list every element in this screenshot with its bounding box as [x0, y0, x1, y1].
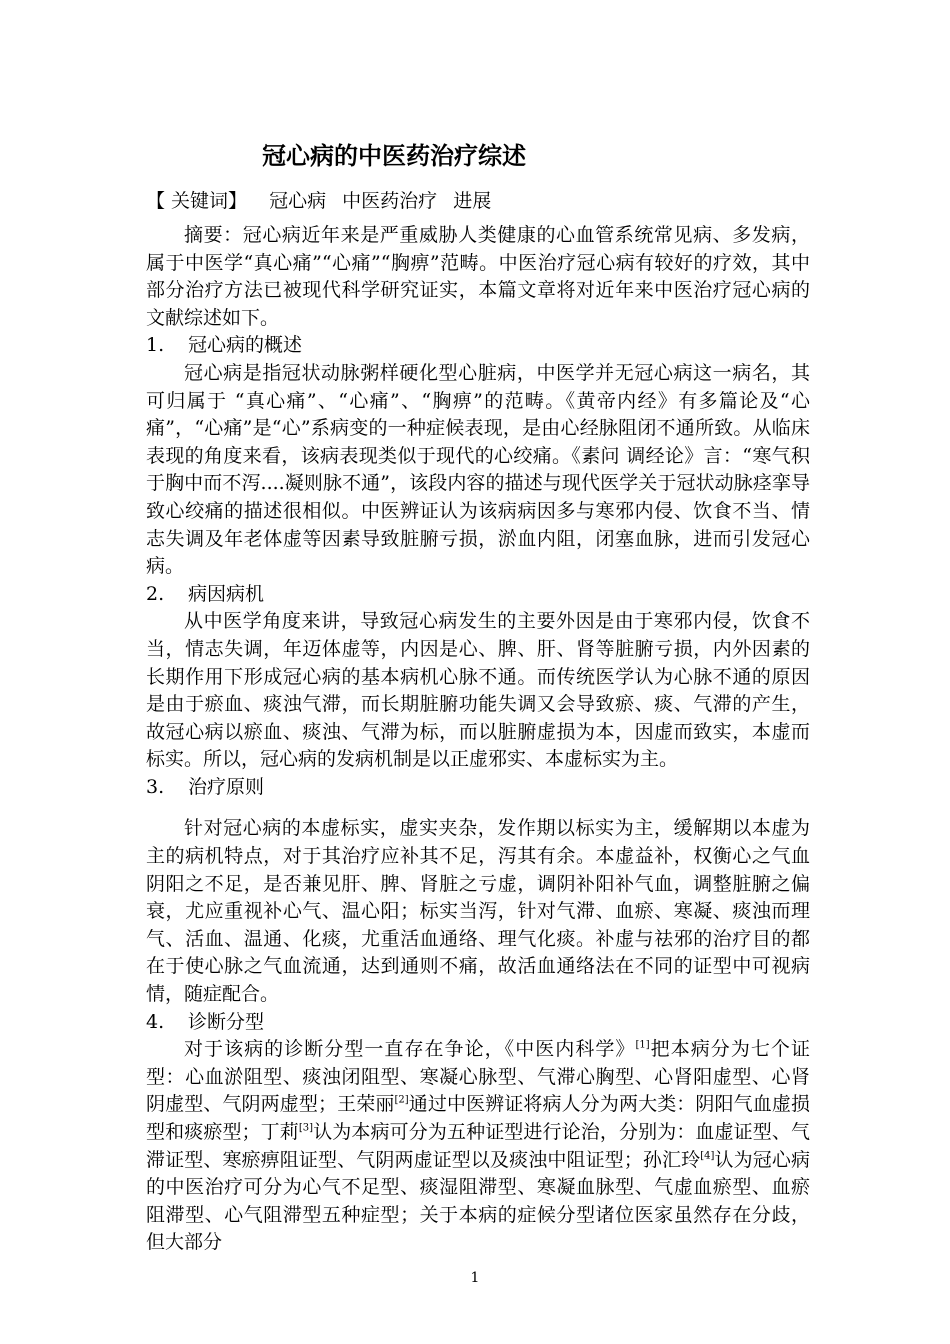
section-title: 病因病机	[188, 582, 265, 605]
section-paragraph: 针对冠心病的本虚标实，虚实夹杂，发作期以标实为主，缓解期以本虚为主的病机特点，对于其治疗应补其不足，泻其有余。本虚益补，权衡心之气血阴阳之不足，是否兼见肝、脾、肾脏之亏虚，调阴补阳补气血，调整脏腑之偏衰，尤应重视补心气、温心阳；标实当泻，针对气滞、血瘀、寒凝、痰浊而理气、活血、温通、化痰，尤重活血通络、理气化痰。补虚与祛邪的治疗目的都在于使心脉之气血流通，达到通则不痛，故活血通络法在不同的证型中可视病情，随症配合。	[146, 817, 810, 1006]
text-run: 把本病分为七个证型：心血淤阻型、痰浊闭阻型、寒凝心脉型、气滞心胸型、心肾阳虚型、心肾阴虚型、气阴两虚型；王荣丽	[146, 1038, 810, 1116]
section-paragraph: 冠心病是指冠状动脉粥样硬化型心脏病，中医学并无冠心病这一病名，其可归属于 “真心痛”、“心痛”、“胸痹”的范畴。《黄帝内经》有多篇论及“心痛”，“心痛”是“心”系病变的一种症候表现，是由心经脉阻闭不通所致。从临床表现的角度来看，该病表现类似于现代的心绞痛。《素问 调经论》言：“寒气积于胸中而不泻....凝则脉不通”，该段内容的描述与现代医学关于冠状动脉痉挛导致心绞痛的描述很相似。中医辨证认为该病病因多与寒邪内侵、饮食不当、情志失调及年老体虚等因素导致脏腑亏损，淤血内阻，闭塞血脉，进而引发冠心病。	[146, 361, 810, 578]
section-number: 4.	[146, 1010, 165, 1033]
keywords-label: 【 关键词】	[146, 190, 248, 212]
keywords-line	[146, 186, 501, 213]
section-title: 诊断分型	[188, 1010, 265, 1033]
citation-marker: [4]	[700, 1150, 715, 1162]
section-paragraph	[146, 1036, 810, 1257]
abstract-paragraph: 摘要：冠心病近年来是严重威胁人类健康的心血管系统常见病、多发病，属于中医学“真心痛”“心痛”“胸痹”范畴。中医治疗冠心病有较好的疗效，其中部分治疗方法已被现代科学研究证实，本篇文章将对近年来中医治疗冠心病的文献综述如下。	[146, 224, 810, 329]
section-title: 冠心病的概述	[188, 334, 303, 357]
section-paragraph: 从中医学角度来讲，导致冠心病发生的主要外因是由于寒邪内侵，饮食不当，情志失调，年迈体虚等，内因是心、脾、肝、肾等脏腑亏损，内外因素的长期作用下形成冠心病的基本病机心脉不通。而传统医学认为心脉不通的原因是由于瘀血、痰浊气滞，而长期脏腑功能失调又会导致瘀、痰、气滞的产生，故冠心病以瘀血、痰浊、气滞为标，而以脏腑虚损为本，因虚而致实，本虚而标实。所以，冠心病的发病机制是以正虚邪实、本虚标实为主。	[146, 610, 810, 771]
section-number: 2.	[146, 582, 165, 605]
document-title: 冠心病的中医药治疗综述	[262, 142, 526, 170]
document-body	[146, 222, 810, 1257]
section-number: 3.	[146, 775, 165, 798]
text-run: 认为本病可分为五种证型进行论治，分别为：血虚证型、气滞证型、寒瘀痹阻证型、气阴两虚证型以及痰浊中阻证型；孙汇玲	[146, 1121, 810, 1171]
section-heading	[146, 332, 810, 360]
section-number: 1.	[146, 334, 165, 357]
section-heading	[146, 581, 810, 609]
paragraph-spacer	[146, 801, 810, 815]
text-run: 对于该病的诊断分型一直存在争论，《中医内科学》	[184, 1038, 636, 1061]
citation-marker: [2]	[394, 1095, 409, 1107]
section-title: 治疗原则	[188, 775, 265, 798]
text-run: 通过中医辨证将病人分为两大类：阴阳气血虚损型和痰瘀型；丁莉	[146, 1093, 810, 1143]
citation-marker: [1]	[635, 1039, 650, 1051]
keyword: 进展	[453, 190, 492, 212]
citation-marker: [3]	[298, 1122, 314, 1134]
page-number: 1	[470, 1270, 480, 1286]
section-heading	[146, 1009, 810, 1037]
keyword: 冠心病	[269, 190, 327, 212]
keyword: 中医药治疗	[342, 190, 438, 212]
section-heading	[146, 774, 810, 802]
text-run: 认为冠心病的中医治疗可分为心气不足型、痰湿阻滞型、寒凝血脉型、气虚血瘀型、血瘀阻滞型、心气阻滞型五种症型；关于本病的症候分型诸位医家虽然存在分歧，但大部分	[146, 1148, 810, 1254]
